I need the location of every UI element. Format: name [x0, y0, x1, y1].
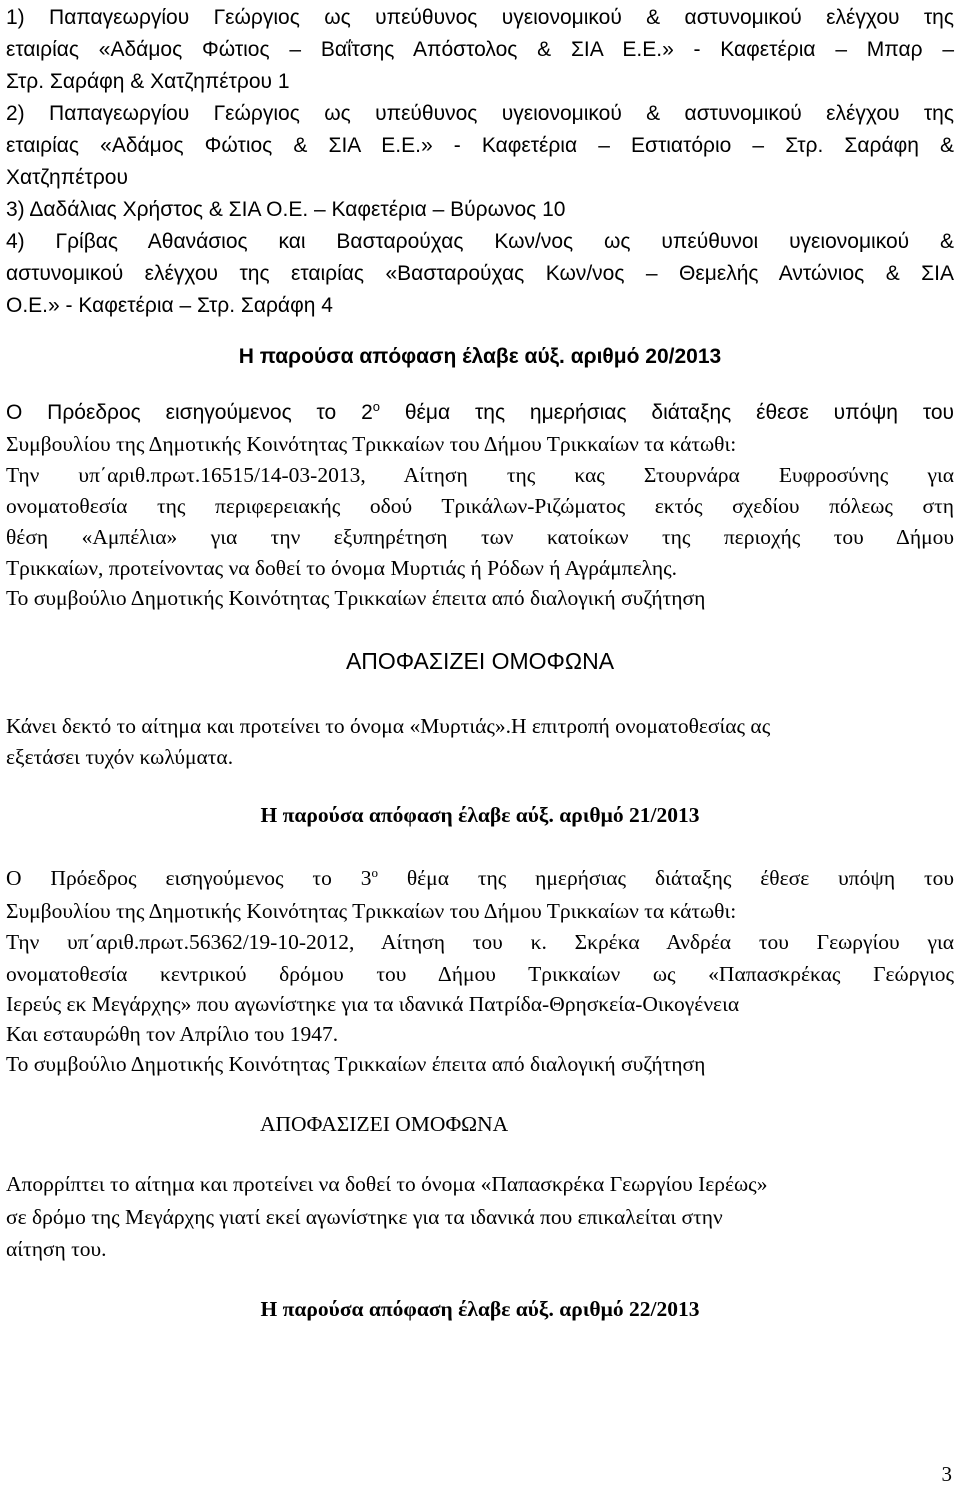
topic-2-line-4: ονοματοθεσία της περιφερειακής οδού Τρικάλων-Ριζώματος εκτός σχεδίου πόλεως στη: [6, 494, 954, 518]
decision-number-22: Η παρούσα απόφαση έλαβε αύξ. αριθμό 22/2013: [260, 1297, 700, 1321]
list-item-4-line-3: Ο.Ε.» - Καφετέρια – Στρ. Σαράφη 4: [6, 294, 333, 317]
list-item-2-line-2: εταιρίας «Αδάμος Φώτιος & ΣΙΑ Ε.Ε.» - Καφετέρια – Εστιατόριο – Στρ. Σαράφη &: [6, 134, 954, 157]
topic-3-ordinal: ο: [371, 864, 378, 880]
result-2-line-3: αίτηση του.: [6, 1237, 107, 1261]
topic-2-line-2: Συμβουλίου της Δημοτικής Κοινότητας Τρικκαίων του Δήμου Τρικκαίων τα κάτωθι:: [6, 432, 737, 456]
result-1-line-1: Κάνει δεκτό το αίτημα και προτείνει το όνομα «Μυρτιάς».Η επιτροπή ονοματοθεσίας ας: [6, 714, 771, 738]
topic-3-line-1: [6, 865, 954, 891]
topic-3-intro-rest: θέμα της ημερήσιας διάταξης έθεσε υπόψη του: [377, 866, 955, 890]
topic-2-line-5: θέση «Αμπέλια» για την εξυπηρέτηση των κατοίκων της περιοχής του Δήμου: [6, 525, 954, 549]
topic-2-line-7: Το συμβούλιο Δημοτικής Κοινότητας Τρικκαίων έπειτα από διαλογική συζήτηση: [6, 586, 706, 610]
decides-unanimously-1: ΑΠΟΦΑΣΙΖΕΙ ΟΜΟΦΩΝΑ: [345, 648, 615, 674]
topic-2-line-3: Την υπ΄αριθ.πρωτ.16515/14-03-2013, Αίτηση της κας Στουρνάρα Ευφροσύνης για: [6, 463, 954, 487]
topic-3-line-6: Και εσταυρώθη τον Απρίλιο του 1947.: [6, 1022, 339, 1046]
decides-unanimously-2: ΑΠΟΦΑΣΙΖΕΙ ΟΜΟΦΩΝΑ: [260, 1112, 509, 1136]
decision-number-20: Η παρούσα απόφαση έλαβε αύξ. αριθμό 20/2013: [238, 345, 722, 368]
topic-3-line-4: ονοματοθεσία κεντρικού δρόμου του Δήμου Τρικκαίων ως «Παπασκρέκας Γεώργιος: [6, 962, 954, 986]
list-item-1-line-1: 1) Παπαγεωργίου Γεώργιος ως υπεύθυνος υγειονομικού & αστυνομικού ελέγχου της: [6, 6, 954, 29]
topic-3-line-2: Συμβουλίου της Δημοτικής Κοινότητας Τρικκαίων του Δήμου Τρικκαίων τα κάτωθι:: [6, 899, 737, 923]
page-number: 3: [941, 1462, 952, 1486]
result-2-line-2: σε δρόμο της Μεγάρχης γιατί εκεί αγωνίστηκε για τα ιδανικά που επικαλείται στην: [6, 1205, 723, 1229]
list-item-3: 3) Δαδάλιας Χρήστος & ΣΙΑ Ο.Ε. – Καφετέρια – Βύρωνος 10: [6, 198, 566, 221]
topic-3-line-5: Ιερεύς εκ Μεγάρχης» που αγωνίστηκε για τα ιδανικά Πατρίδα-Θρησκεία-Οικογένεια: [6, 992, 740, 1016]
result-1-line-2: εξετάσει τυχόν κωλύματα.: [6, 745, 234, 769]
topic-2-intro: Ο Πρόεδρος εισηγούμενος το 2: [6, 401, 373, 424]
list-item-1-line-3: Στρ. Σαράφη & Χατζηπέτρου 1: [6, 70, 290, 93]
result-2-line-1: Απορρίπτει το αίτημα και προτείνει να δοθεί το όνομα «Παπασκρέκα Γεωργίου Ιερέως»: [6, 1172, 768, 1196]
topic-3-line-7: Το συμβούλιο Δημοτικής Κοινότητας Τρικκαίων έπειτα από διαλογική συζήτηση: [6, 1052, 706, 1076]
list-item-2-line-3: Χατζηπέτρου: [6, 166, 128, 189]
topic-2-ordinal: ο: [372, 399, 380, 414]
topic-3-intro: Ο Πρόεδρος εισηγούμενος το 3: [6, 866, 372, 890]
list-item-2-line-1: 2) Παπαγεωργίου Γεώργιος ως υπεύθυνος υγειονομικού & αστυνομικού ελέγχου της: [6, 102, 954, 125]
list-item-4-line-2: αστυνομικού ελέγχου της εταιρίας «Βασταρούχας Κων/νος – Θεμελής Αντώνιος & ΣΙΑ: [6, 262, 954, 285]
topic-2-intro-rest: θέμα της ημερήσιας διάταξης έθεσε υπόψη του: [380, 401, 954, 424]
topic-3-line-3: Την υπ΄αριθ.πρωτ.56362/19-10-2012, Αίτηση του κ. Σκρέκα Ανδρέα του Γεωργίου για: [6, 930, 954, 954]
topic-2-line-1: [6, 400, 954, 426]
topic-2-line-6: Τρικκαίων, προτείνοντας να δοθεί το όνομα Μυρτιάς ή Ρόδων ή Αγράμπελης.: [6, 556, 677, 580]
list-item-1-line-2: εταιρίας «Αδάμος Φώτιος – Βαΐτσης Απόστολος & ΣΙΑ Ε.Ε.» - Καφετέρια – Μπαρ –: [6, 38, 954, 61]
list-item-4-line-1: 4) Γρίβας Αθανάσιος και Βασταρούχας Κων/νος ως υπεύθυνοι υγειονομικού &: [6, 230, 954, 253]
decision-number-21: Η παρούσα απόφαση έλαβε αύξ. αριθμό 21/2013: [260, 803, 700, 827]
